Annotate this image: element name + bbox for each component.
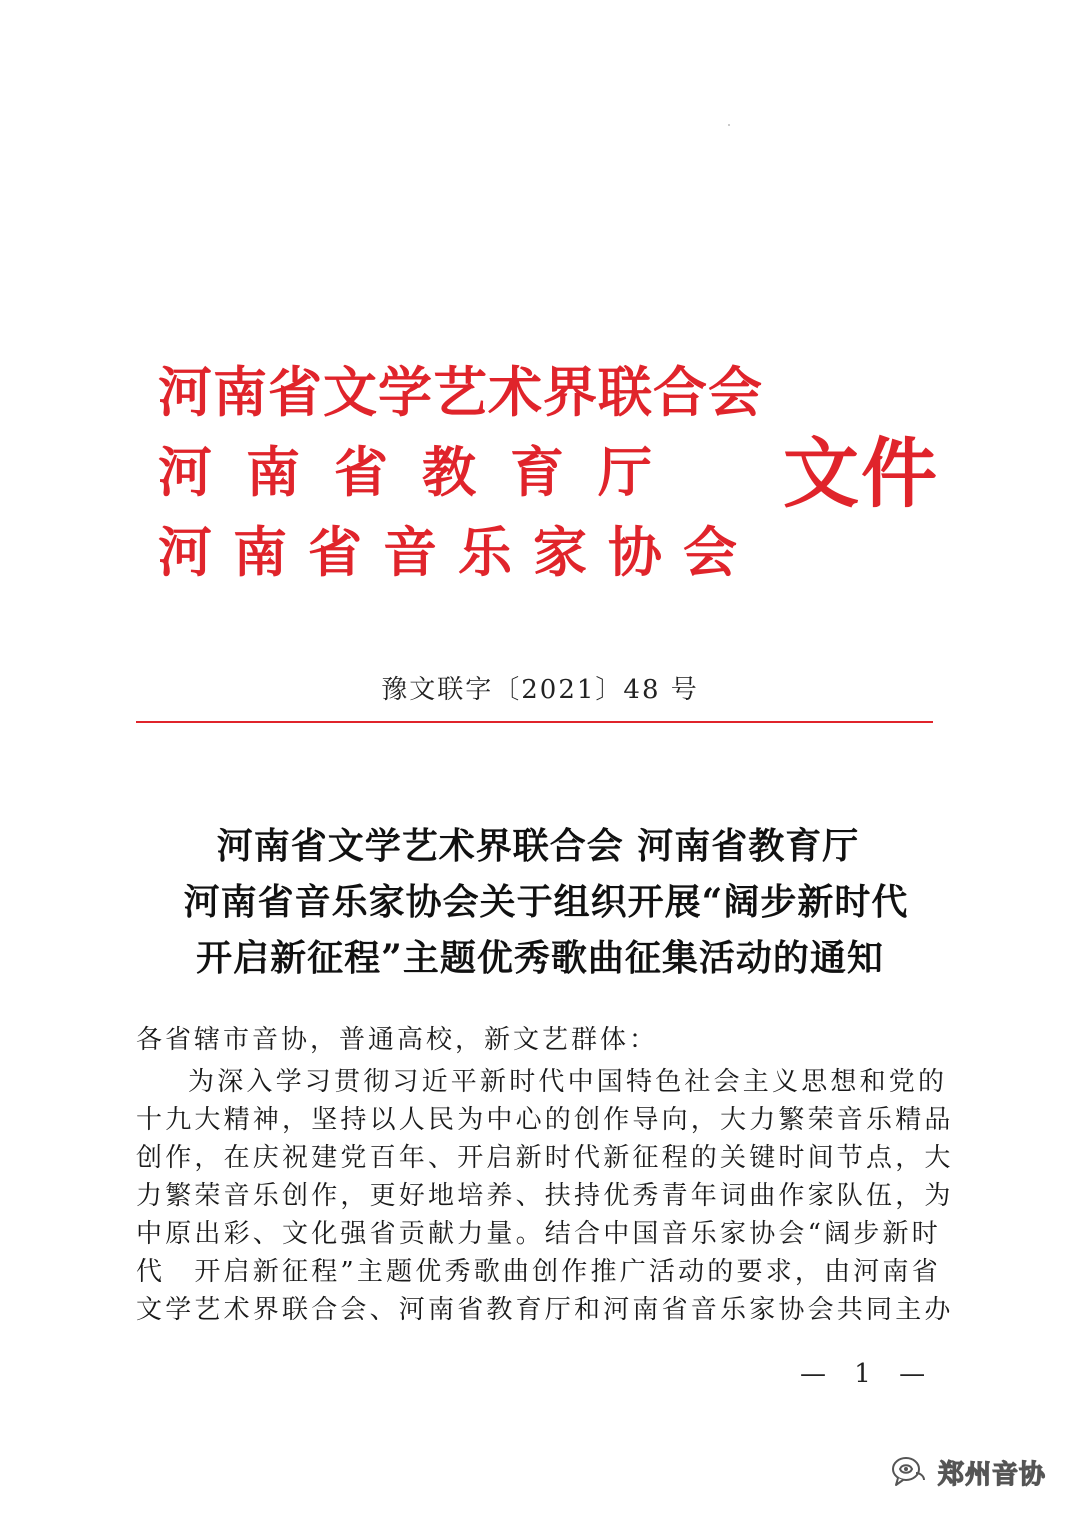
red-divider-line <box>136 721 933 723</box>
title-line-1: 河南省文学艺术界联合会 河南省教育厅 <box>216 825 860 867</box>
body-line: 为深入学习贯彻习近平新时代中国特色社会主义思想和党的 <box>188 1067 948 1097</box>
red-masthead <box>158 352 938 592</box>
masthead-org-education: 河南省教育厅 <box>158 440 686 504</box>
body-line: 十九大精神，坚持以人民为中心的创作导向，大力繁荣音乐精品 <box>136 1105 954 1135</box>
page-number: — 1 — <box>800 1359 936 1389</box>
wechat-official-account-icon <box>890 1455 930 1489</box>
masthead-org-literature-art: 河南省文学艺术界联合会 <box>158 360 763 424</box>
body-paragraph <box>136 1064 954 1330</box>
body-line: 创作，在庆祝建党百年、开启新时代新征程的关键时间节点，大 <box>136 1143 954 1173</box>
body-line: 代 开启新征程”主题优秀歌曲创作推广活动的要求，由河南省 <box>136 1257 941 1287</box>
masthead-document-suffix: 文件 <box>783 429 939 518</box>
scan-speck <box>728 124 730 126</box>
document-number: 豫文联字〔2021〕48 号 <box>381 675 699 705</box>
masthead-org-musicians: 河南省音乐家协会 <box>158 520 758 584</box>
watermark <box>890 1452 1046 1492</box>
salutation: 各省辖市音协，普通高校，新文艺群体： <box>136 1025 659 1055</box>
document-title <box>0 818 1080 986</box>
title-line-2: 河南省音乐家协会关于组织开展“阔步新时代 <box>183 881 909 923</box>
title-line-3: 开启新征程”主题优秀歌曲征集活动的通知 <box>196 937 884 979</box>
body-line: 中原出彩、文化强省贡献力量。结合中国音乐家协会“阔步新时 <box>136 1219 941 1249</box>
body-line: 力繁荣音乐创作，更好地培养、扶持优秀青年词曲作家队伍，为 <box>136 1181 954 1211</box>
watermark-text: 郑州音协 <box>938 1459 1047 1490</box>
body-line: 文学艺术界联合会、河南省教育厅和河南省音乐家协会共同主办 <box>136 1295 954 1325</box>
